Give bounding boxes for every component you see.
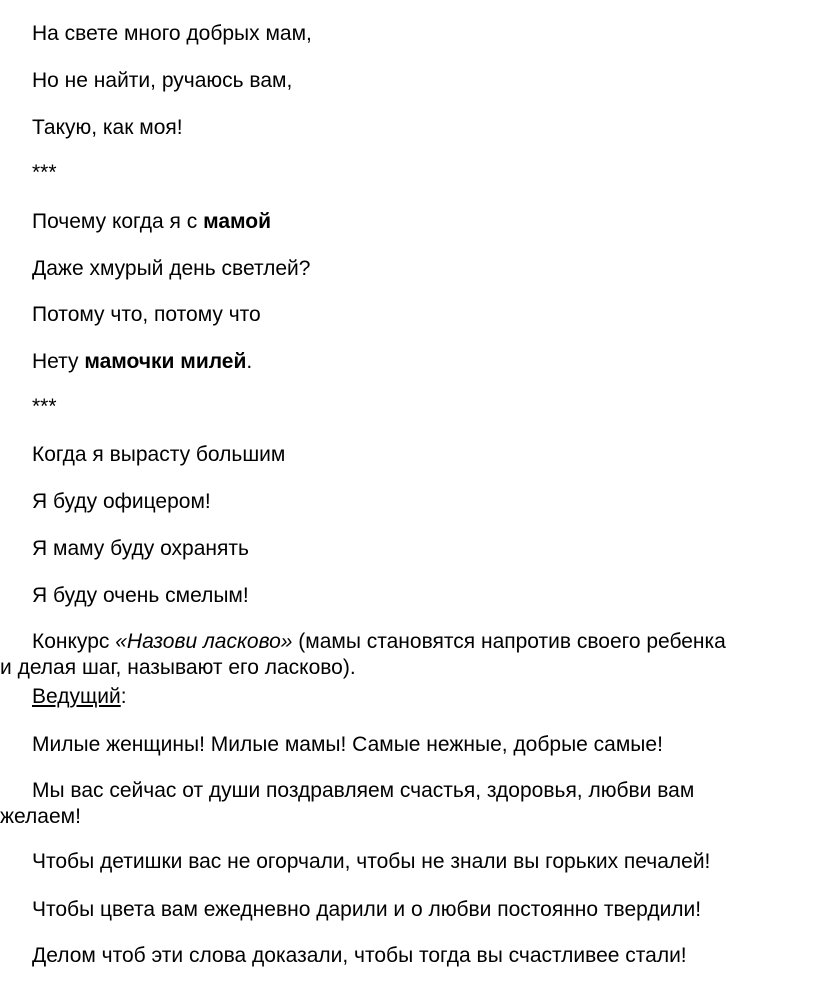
contest-line-continued: и делая шаг, называют его ласково). [0, 656, 356, 679]
text: (мамы становятся напротив своего ребенка [292, 630, 726, 653]
text: Нету [32, 350, 85, 373]
bold-text: мамой [203, 210, 272, 233]
poem-line: Я буду очень смелым! [32, 584, 249, 607]
poem-line: Потому что, потому что [32, 303, 261, 326]
poem-line: Такую, как моя! [32, 116, 183, 139]
verse-line: Мы вас сейчас от души поздравляем счастья, здоровья, любви вам [32, 779, 695, 802]
contest-title: «Назови ласково» [115, 630, 293, 653]
text: Почему когда я с [32, 210, 204, 233]
separator: *** [32, 161, 57, 184]
poem-line [32, 210, 271, 234]
poem-line: Я маму буду охранять [32, 537, 249, 560]
poem-line [32, 350, 252, 374]
contest-line [32, 630, 726, 654]
verse-line: Делом чтоб эти слова доказали, чтобы тогда вы счастливее стали! [32, 944, 687, 967]
host-name: Ведущий [32, 685, 121, 708]
poem-line: Когда я вырасту большим [32, 443, 286, 466]
separator: *** [32, 395, 57, 418]
verse-line-continued: желаем! [0, 805, 81, 828]
host-label [32, 685, 127, 709]
poem-line: На свете много добрых мам, [32, 22, 312, 45]
bold-text: мамочки милей [84, 350, 247, 373]
verse-line: Чтобы детишки вас не огорчали, чтобы не знали вы горьких печалей! [32, 850, 711, 873]
verse-line: Милые женщины! Милые мамы! Самые нежные, добрые самые! [32, 733, 663, 756]
poem-line: Даже хмурый день светлей? [32, 257, 311, 280]
poem-line: Но не найти, ручаюсь вам, [32, 69, 293, 92]
verse-line: Чтобы цвета вам ежедневно дарили и о любви постоянно твердили! [32, 898, 702, 921]
text: Конкурс [32, 630, 116, 653]
poem-line: Я буду офицером! [32, 490, 211, 513]
text: . [246, 350, 253, 373]
text: : [120, 685, 127, 708]
